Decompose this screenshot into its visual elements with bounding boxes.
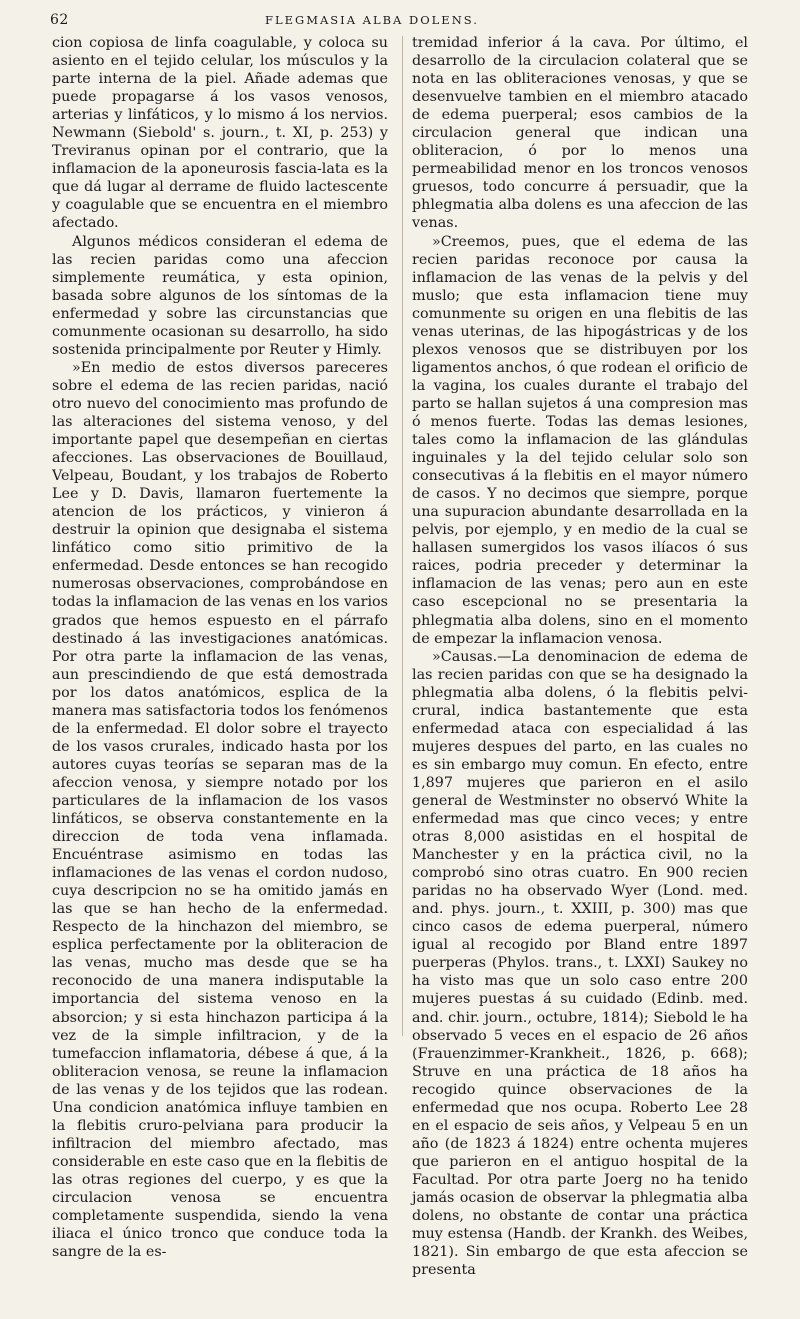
right-column	[412, 34, 748, 1279]
left-paragraph-1: cion copiosa de linfa coagulable, y coloca su asiento en el tejido celular, los músculos y la parte interna de la piel. Añade ademas que puede propagarse á los vasos venosos, arterias y linfáticos, y lo mismo á los nervios. Newmann (Siebold' s. journ., t. XI, p. 253) y Treviranus opinan por el contrario, que la inflamacion de la aponeurosis fascia-lata es la que dá lugar al derrame de fluido lactescente y coagulable que se encuentra en el miembro afectado.	[52, 35, 388, 232]
right-paragraph-1: tremidad inferior á la cava. Por último, el desarrollo de la circulacion colateral que se nota en las obliteraciones venosas, y que se desenvuelve tambien en el miembro atacado de edema puerperal; esos cambios de la circulacion general que indican una obliteracion, ó por lo menos una permeabilidad menor en los troncos venosos gruesos, todo concurre á persuadir, que la phlegmatia alba dolens es una afeccion de las venas.	[412, 35, 748, 232]
right-paragraph-2: »Creemos, pues, que el edema de las recien paridas reconoce por causa la inflamacion de las venas de la pelvis y del muslo; que esta inflamacion tiene muy comunmente su origen en una flebitis de las venas uterinas, de las hipogástricas y de los plexos venosos que se distribuyen por los ligamentos anchos, ó que rodean el orificio de la vagina, los cuales durante el trabajo del parto se hallan sujetos á una compresion mas ó menos fuerte. Todas las demas lesiones, tales como la inflamacion de las glándulas inguinales y la del tejido celular solo son consecutivas á la flebitis en el mayor número de casos. Y no decimos que siempre, porque una supuracion abundante desarrollada en la pelvis, por ejemplo, y en medio de la cual se hallasen sumergidos los vasos ilíacos ó sus raices, podria preceder y determinar la inflamacion de las venas; pero aun en este caso escepcional no se presentaria la phlegmatia alba dolens, sino en el momento de empezar la inflamacion venosa.	[412, 233, 748, 647]
page-number: 62	[50, 12, 69, 28]
left-paragraph-3: »En medio de estos diversos pareceres sobre el edema de las recien paridas, nació otro nuevo del conocimiento mas profundo de las alteraciones del sistema venoso, y del importante papel que desempeñan en ciertas afecciones. Las observaciones de Bouillaud, Velpeau, Boudant, y los trabajos de Roberto Lee y D. Davis, llamaron fuertemente la atencion de los prácticos, y vinieron á destruir la opinion que designaba el sistema linfático como sitio primitivo de la enfermedad. Desde entonces se han recogido numerosas observaciones, comprobándose en todas la inflamacion de las venas en los varios grados que hemos espuesto en el párrafo destinado á las investigaciones anatómicas. Por otra parte la inflamacion de las venas, aun prescindiendo de que está demostrada por los datos anatómicos, esplica de la manera mas satisfactoria todos los fenómenos de la enfermedad. El dolor sobre el trayecto de los vasos crurales, indicado hasta por los autores cuyas teorías se separan mas de la afeccion venosa, y siempre notado por los particulares de la inflamacion de los vasos linfáticos, se observa constantemente en la direccion de toda vena inflamada. Encuéntrase asimismo en todas las inflamaciones de las venas el cordon nudoso, cuya descripcion no se ha omitido jamás en las que se han hecho de la enfermedad. Respecto de la hinchazon del miembro, se esplica perfectamente por la obliteracion de las venas, mucho mas desde que se ha reconocido de una manera indisputable la importancia del sistema venoso en la absorcion; y si esta hinchazon participa á la vez de la simple infiltracion, y de la tumefaccion inflamatoria, débese á que, á la obliteracion venosa, se reune la inflamacion de las venas y de los tejidos que las rodean. Una condicion anatómica influye tambien en la flebitis cruro-pelviana para producir la infiltracion del miembro afectado, mas considerable en este caso que en la flebitis de las otras regiones del cuerpo, y es que la circulacion venosa se encuentra completamente suspendida, siendo la vena iliaca el único tronco que conduce toda la sangre de la es-	[52, 359, 388, 1261]
running-head: FLEGMASIA ALBA DOLENS.	[265, 13, 479, 27]
right-paragraph-3: »Causas.—La denominacion de edema de las recien paridas con que se ha designado la phlegmatia alba dolens, ó la flebitis pelvi-crural, indica bastantemente que esta enfermedad ataca con especialidad á las mujeres despues del parto, en las cuales no es sin embargo muy comun. En efecto, entre 1,897 mujeres que parieron en el asilo general de Westminster no observó White la enfermedad mas que cinco veces; y entre otras 8,000 asistidas en el hospital de Manchester y en la práctica civil, no la comprobó sino otras cuatro. En 900 recien paridas no ha observado Wyer (Lond. med. and. phys. journ., t. XXIII, p. 300) mas que cinco casos de edema puerperal, número igual al recogido por Bland entre 1897 puerperas (Phylos. trans., t. LXXI) Saukey no ha visto mas que un solo caso entre 200 mujeres puestas á su cuidado (Edinb. med. and. chir. journ., octubre, 1814); Siebold le ha observado 5 veces en el espacio de 26 años (Frauenzimmer-Krankheit., 1826, p. 668); Struve en una práctica de 18 años ha recogido quince observaciones de la enfermedad que nos ocupa. Roberto Lee 28 en el espacio de seis años, y Velpeau 5 en un año (de 1823 á 1824) entre ochenta mujeres que parieron en el antiguo hospital de la Facultad. Por otra parte Joerg no ha tenido jamás ocasion de observar la phlegmatia alba dolens, no obstante de contar una práctica muy estensa (Handb. der Krankh. des Weibes, 1821). Sin embargo de que esta afeccion se presenta	[412, 648, 748, 1279]
page-header	[50, 12, 750, 34]
column-divider	[402, 36, 403, 1036]
left-column	[52, 34, 388, 1261]
left-paragraph-2: Algunos médicos consideran el edema de las recien paridas como una afeccion simplemente reumática, y esta opinion, basada sobre algunos de los síntomas de la enfermedad y sobre las circunstancias que comunmente ocasionan su desarrollo, ha sido sostenida principalmente por Reuter y Himly.	[52, 233, 388, 358]
